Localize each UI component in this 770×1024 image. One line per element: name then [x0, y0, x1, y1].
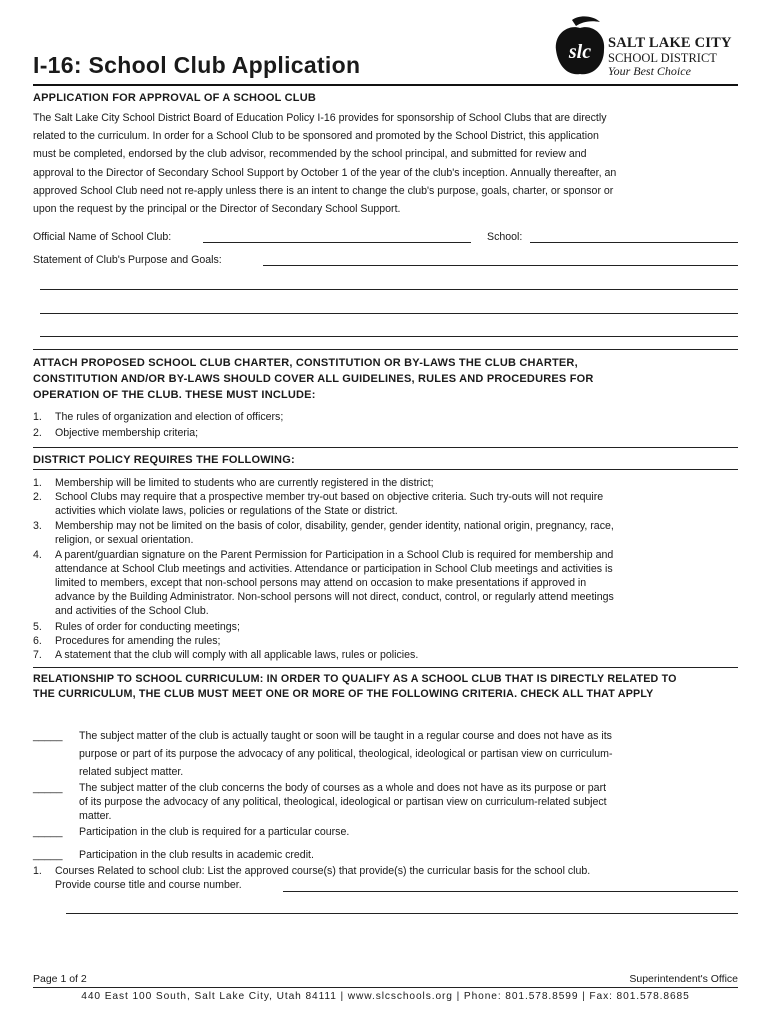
- section-heading-application: APPLICATION FOR APPROVAL OF A SCHOOL CLUB: [33, 92, 317, 104]
- club-name-field[interactable]: [203, 242, 471, 243]
- club-name-label: Official Name of School Club:: [33, 231, 172, 243]
- page-title: I-16: School Club Application: [33, 52, 361, 78]
- criteria-line: matter.: [79, 810, 112, 823]
- section-divider: [33, 349, 738, 350]
- list-item-text: The rules of organization and election of officers;: [55, 411, 284, 423]
- policy-item-number: 5.: [33, 621, 42, 633]
- policy-item-line: limited to members, except that non-school persons may attend on occasion to make presentations if approved in: [55, 577, 587, 590]
- policy-item-line: School Clubs may require that a prospective member try-out based on objective criteria. Such try-outs will not require: [55, 491, 604, 503]
- courses-line-2[interactable]: [66, 913, 738, 914]
- purpose-line-4[interactable]: [40, 336, 738, 337]
- criteria-item: [33, 825, 738, 839]
- title-divider: [33, 84, 738, 86]
- policy-item: [33, 548, 738, 620]
- courses-item: [33, 864, 738, 894]
- policy-item-number: 3.: [33, 520, 42, 532]
- intro-line: related to the curriculum. In order for a School Club to be sponsored and promoted by the School District, this application: [33, 130, 599, 143]
- criteria-checkbox[interactable]: _____: [33, 849, 63, 861]
- logo-monogram: slc: [568, 41, 592, 63]
- intro-line: The Salt Lake City School District Board of Education Policy I-16 provides for sponsorship of School Clubs that are directly: [33, 112, 607, 124]
- policy-item-line: attendance at School Club meetings and activities. Attendance or participation in School Club meetings and activities is: [55, 563, 613, 576]
- criteria-line: related subject matter.: [79, 766, 184, 779]
- purpose-label: Statement of Club's Purpose and Goals:: [33, 254, 222, 266]
- policy-item: [33, 634, 738, 648]
- intro-paragraph: [33, 109, 616, 218]
- school-field[interactable]: [530, 242, 738, 243]
- intro-line: approved School Club need not re-apply unless there is an intent to change the club's purpose, goals, charter, or sponsor or: [33, 184, 614, 197]
- policy-item-line: activities which violate laws, policies or regulations of the State or district.: [55, 505, 398, 518]
- intro-line: upon the request by the principal or the Director of Secondary School Support.: [33, 203, 401, 216]
- criteria-checkbox[interactable]: _____: [33, 730, 63, 742]
- list-item-number: 1.: [33, 411, 42, 423]
- criteria-item: [33, 781, 738, 825]
- list-item-text: Objective membership criteria;: [55, 427, 199, 439]
- criteria-line: purpose or part of its purpose the advocacy of any political, theological, ideological or partisan view on curriculum-: [79, 748, 613, 761]
- district-logo: [550, 14, 740, 78]
- list-item-number: 2.: [33, 427, 42, 439]
- logo-name: SALT LAKE CITY: [608, 35, 732, 51]
- criteria-line: of its purpose the advocacy of any political, theological, ideological or partisan view on curriculum-related subject: [79, 796, 607, 809]
- apple-logo-icon: [550, 14, 610, 78]
- courses-number: 1.: [33, 865, 42, 877]
- policy-item-line: religion, or sexual orientation.: [55, 534, 194, 547]
- footer-divider: [33, 987, 738, 988]
- logo-tagline: Your Best Choice: [608, 64, 691, 78]
- courses-field[interactable]: [283, 891, 738, 892]
- policy-item-number: 4.: [33, 549, 42, 561]
- policy-item-number: 2.: [33, 491, 42, 503]
- page-number: Page 1 of 2: [33, 973, 87, 985]
- office-name: Superintendent's Office: [629, 973, 738, 985]
- intro-line: must be completed, endorsed by the club advisor, recommended by the school principal, and submitted for review and: [33, 148, 587, 161]
- section-heading-district-policy: DISTRICT POLICY REQUIRES THE FOLLOWING:: [33, 454, 295, 466]
- policy-item-number: 6.: [33, 635, 42, 647]
- policy-item-line: Membership may not be limited on the basis of color, disability, gender, gender identity, national origin, pregnancy, race,: [55, 520, 614, 532]
- section-divider: [33, 667, 738, 668]
- footer-address: 440 East 100 South, Salt Lake City, Utah 84111 | www.slcschools.org | Phone: 801.578.8599 | Fax: 801.578.8685: [81, 991, 690, 1002]
- criteria-line: The subject matter of the club is actually taught or soon will be taught in a regular course and does not have as its: [79, 730, 612, 742]
- charter-heading-line: ATTACH PROPOSED SCHOOL CLUB CHARTER, CONSTITUTION OR BY-LAWS THE CLUB CHARTER,: [33, 357, 578, 369]
- policy-item: [33, 620, 738, 634]
- policy-item: [33, 519, 738, 547]
- policy-item-number: 7.: [33, 649, 42, 661]
- section-divider: [33, 447, 738, 448]
- section-divider: [33, 469, 738, 470]
- criteria-line: The subject matter of the club concerns the body of courses as a whole and does not have as its purpose or part: [79, 782, 607, 794]
- policy-item-line: A parent/guardian signature on the Parent Permission for Participation in a School Club is required for membership and: [55, 549, 614, 561]
- list-item: [33, 426, 733, 442]
- purpose-field[interactable]: [263, 265, 738, 266]
- section-heading-charter: [33, 355, 594, 404]
- curriculum-heading-line: RELATIONSHIP TO SCHOOL CURRICULUM: IN ORDER TO QUALIFY AS A SCHOOL CLUB THAT IS DIRECTLY RELATED TO: [33, 673, 677, 685]
- section-heading-curriculum: [33, 672, 677, 701]
- policy-item: [33, 476, 738, 490]
- policy-item-number: 1.: [33, 477, 42, 489]
- policy-item-line: A statement that the club will comply with all applicable laws, rules or policies.: [55, 649, 419, 661]
- policy-item: [33, 490, 738, 518]
- list-item: [33, 410, 733, 426]
- policy-item-line: Rules of order for conducting meetings;: [55, 621, 240, 633]
- criteria-line: Participation in the club is required for a particular course.: [79, 826, 350, 838]
- courses-line: Courses Related to school club: List the approved course(s) that provide(s) the curricular basis for the school club.: [55, 865, 591, 877]
- school-label: School:: [487, 231, 523, 243]
- logo-subname: SCHOOL DISTRICT: [608, 51, 717, 65]
- curriculum-heading-line: THE CURRICULUM, THE CLUB MUST MEET ONE OR MORE OF THE FOLLOWING CRITERIA. CHECK ALL THAT APPLY: [33, 687, 654, 700]
- policy-item-line: Procedures for amending the rules;: [55, 635, 221, 647]
- policy-item-line: and activities of the School Club.: [55, 605, 209, 618]
- courses-line: Provide course title and course number.: [55, 879, 242, 892]
- policy-item-line: advance by the Building Administrator. Non-school persons will not direct, conduct, control, or regularly attend meetings: [55, 591, 614, 604]
- criteria-checkbox[interactable]: _____: [33, 782, 63, 794]
- intro-line: approval to the Director of Secondary School Support by October 1 of the year of the club's inception. Annually thereafter, an: [33, 166, 617, 179]
- criteria-item: [33, 848, 738, 862]
- criteria-item: [33, 727, 738, 779]
- purpose-line-3[interactable]: [40, 313, 738, 314]
- criteria-checkbox[interactable]: _____: [33, 826, 63, 838]
- purpose-line-2[interactable]: [40, 289, 738, 290]
- charter-heading-line: CONSTITUTION AND/OR BY-LAWS SHOULD COVER ALL GUIDELINES, RULES AND PROCEDURES FOR: [33, 373, 594, 386]
- policy-item-line: Membership will be limited to students who are currently registered in the district;: [55, 477, 434, 489]
- policy-item: [33, 648, 738, 662]
- criteria-line: Participation in the club results in academic credit.: [79, 849, 314, 861]
- charter-heading-line: OPERATION OF THE CLUB. THESE MUST INCLUDE:: [33, 389, 316, 402]
